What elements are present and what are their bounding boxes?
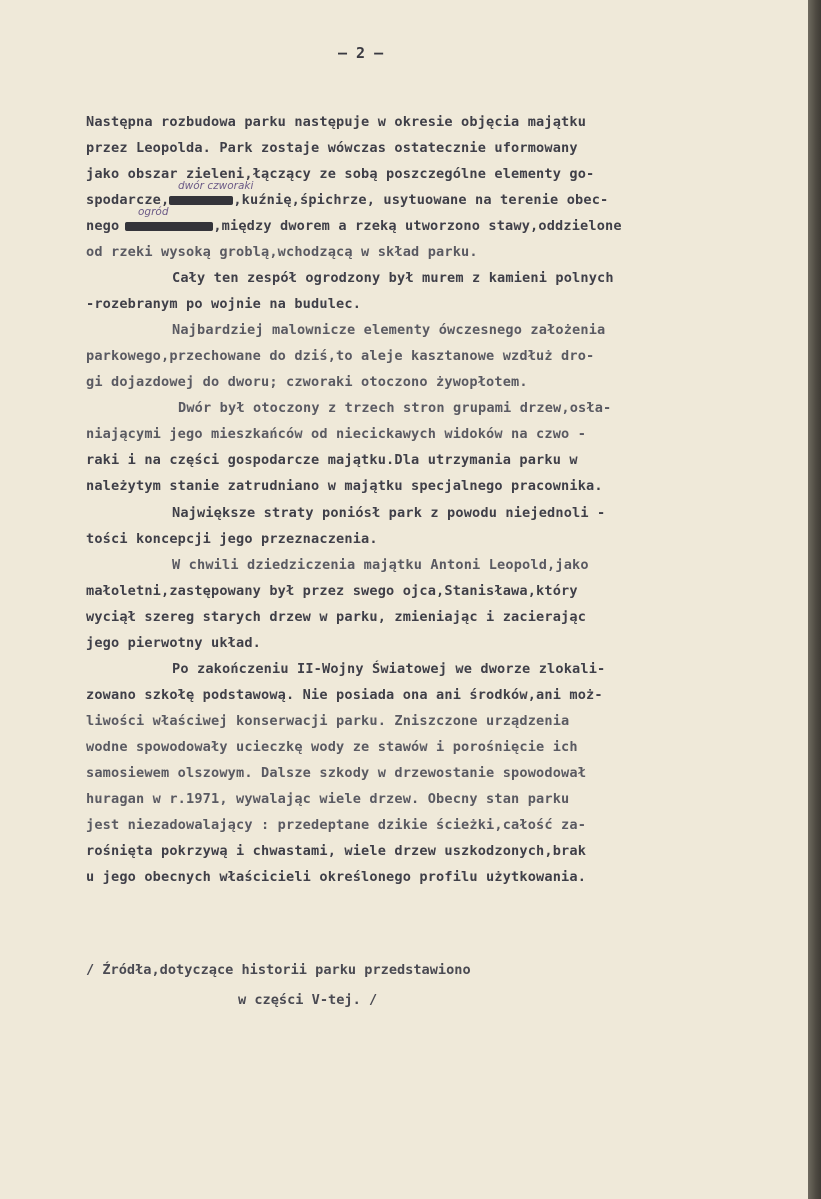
handwritten-annotation-dwor-czworaki: dwór czworaki <box>178 180 254 192</box>
text-line-with-strikeout <box>86 220 622 234</box>
text-line: liwości właściwej konserwacji parku. Zniszczone urządzenia <box>86 713 570 729</box>
text-line: jako obszar zieleni,łączący ze sobą poszczególne elementy go- <box>86 166 595 182</box>
text-line: huragan w r.1971, wywalając wiele drzew. Obecny stan parku <box>86 791 570 807</box>
text-segment: ,między dworem a rzeką utworzono stawy,oddzielone <box>213 218 622 234</box>
text-line: W chwili dziedziczenia majątku Antoni Leopold,jako <box>172 557 589 573</box>
text-line: od rzeki wysoką groblą,wchodzącą w skład parku. <box>86 244 478 260</box>
text-line: jego pierwotny układ. <box>86 635 262 651</box>
text-line: rośnięta pokrzywą i chwastami, wiele drzew uszkodzonych,brak <box>86 843 587 859</box>
text-line: -rozebranym po wojnie na budulec. <box>86 296 362 312</box>
footnote-line-1: / Źródła,dotyczące historii parku przedstawiono <box>86 962 471 978</box>
page-edge-shadow <box>808 0 821 1199</box>
text-segment: spodarcze, <box>86 192 170 208</box>
footnote-line-2: w części V-tej. / <box>238 992 378 1008</box>
text-line: wodne spowodowały ucieczkę wody ze stawów i porośnięcie ich <box>86 739 578 755</box>
text-line: wyciął szereg starych drzew w parku, zmieniając i zacierając <box>86 609 587 625</box>
text-line: parkowego,przechowane do dziś,to aleje kasztanowe wzdłuż dro- <box>86 348 595 364</box>
text-line: Po zakończeniu II-Wojny Światowej we dworze zlokali- <box>172 661 606 677</box>
text-line: u jego obecnych właścicieli określonego profilu użytkowania. <box>86 869 587 885</box>
text-line: należytym stanie zatrudniano w majątku specjalnego pracownika. <box>86 478 603 494</box>
redacted-word <box>169 196 233 205</box>
text-line: gi dojazdowej do dworu; czworaki otoczono żywopłotem. <box>86 374 528 390</box>
text-line: Najbardziej malownicze elementy ówczesnego założenia <box>172 322 606 338</box>
text-line: Następna rozbudowa parku następuje w okresie objęcia majątku <box>86 114 587 130</box>
text-line: raki i na części gospodarcze majątku.Dla utrzymania parku w <box>86 452 578 468</box>
text-line: samosiewem olszowym. Dalsze szkody w drzewostanie spowodował <box>86 765 587 781</box>
text-line: Największe straty poniósł park z powodu niejednoli - <box>172 505 606 521</box>
handwritten-annotation-ogrod: ogród <box>138 206 169 218</box>
text-segment: nego <box>86 218 120 234</box>
text-line: małoletni,zastępowany był przez swego ojca,Stanisława,który <box>86 583 578 599</box>
text-line: niającymi jego mieszkańców od niecickawych widoków na czwo - <box>86 426 587 442</box>
page-number: — 2 — <box>338 44 384 62</box>
text-line: przez Leopolda. Park zostaje wówczas ostatecznie uformowany <box>86 140 578 156</box>
redacted-word <box>125 222 213 231</box>
text-line: Cały ten zespół ogrodzony był murem z kamieni polnych <box>172 270 614 286</box>
text-line: zowano szkołę podstawową. Nie posiada ona ani środków,ani moż- <box>86 687 603 703</box>
text-segment: ,kuźnię,śpichrze, usytuowane na terenie obec- <box>233 192 609 208</box>
text-line: Dwór był otoczony z trzech stron grupami drzew,osła- <box>178 400 612 416</box>
text-line: tości koncepcji jego przeznaczenia. <box>86 531 378 547</box>
text-line: jest niezadowalający : przedeptane dzikie ścieżki,całość za- <box>86 817 587 833</box>
